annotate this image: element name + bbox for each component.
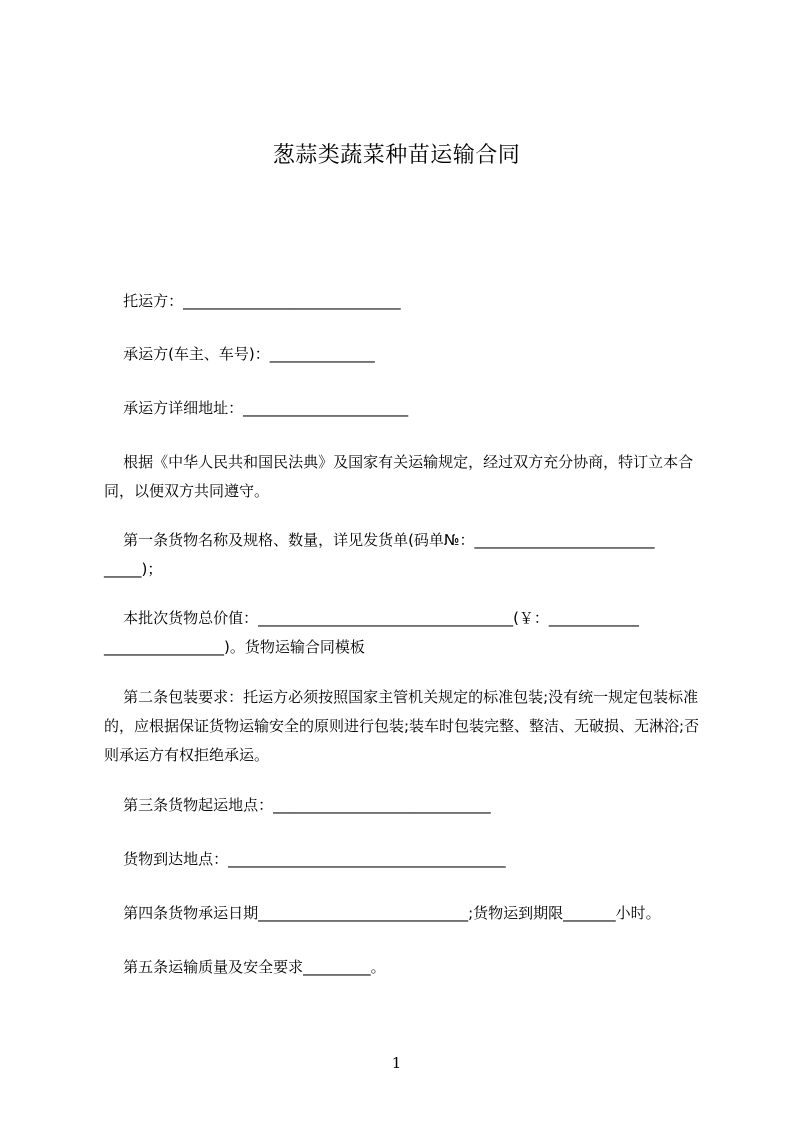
carrier-address-line: 承运方详细地址：______________________	[104, 399, 409, 417]
preamble-paragraph: 根据《中华人民共和国民法典》及国家有关运输规定，经过双方充分协商，特订立本合同，以便双方共同遵守。	[104, 453, 694, 500]
article-2-paragraph: 第二条包装要求：托运方必须按照国家主管机关规定的标准包装;没有统一规定包装标准的，应根据保证货物运输安全的原则进行包装;装车时包装完整、整洁、无破损、无淋浴;否则承运方有权拒绝承运。	[104, 688, 700, 764]
article-5-paragraph: 第五条运输质量及安全要求_________。	[104, 958, 386, 976]
document-title: 葱蒜类蔬菜种苗运输合同	[272, 143, 521, 168]
article-3-paragraph: 第三条货物起运地点：_____________________________	[104, 796, 491, 814]
page-number: 1	[391, 1054, 402, 1072]
shipper-line: 托运方：_____________________________	[104, 292, 401, 310]
total-value-paragraph: 本批次货物总价值：__________________________________(￥：____________ ________________)。货物运输合同模板	[104, 609, 639, 656]
article-1-paragraph: 第一条货物名称及规格、数量，详见发货单(码单№：________________________ _____)；	[104, 531, 655, 578]
article-4-paragraph: 第四条货物承运日期____________________________;货物运到期限_______小时。	[104, 904, 661, 922]
carrier-line: 承运方(车主、车号)：______________	[104, 345, 375, 363]
destination-paragraph: 货物到达地点：_____________________________________	[104, 850, 506, 868]
